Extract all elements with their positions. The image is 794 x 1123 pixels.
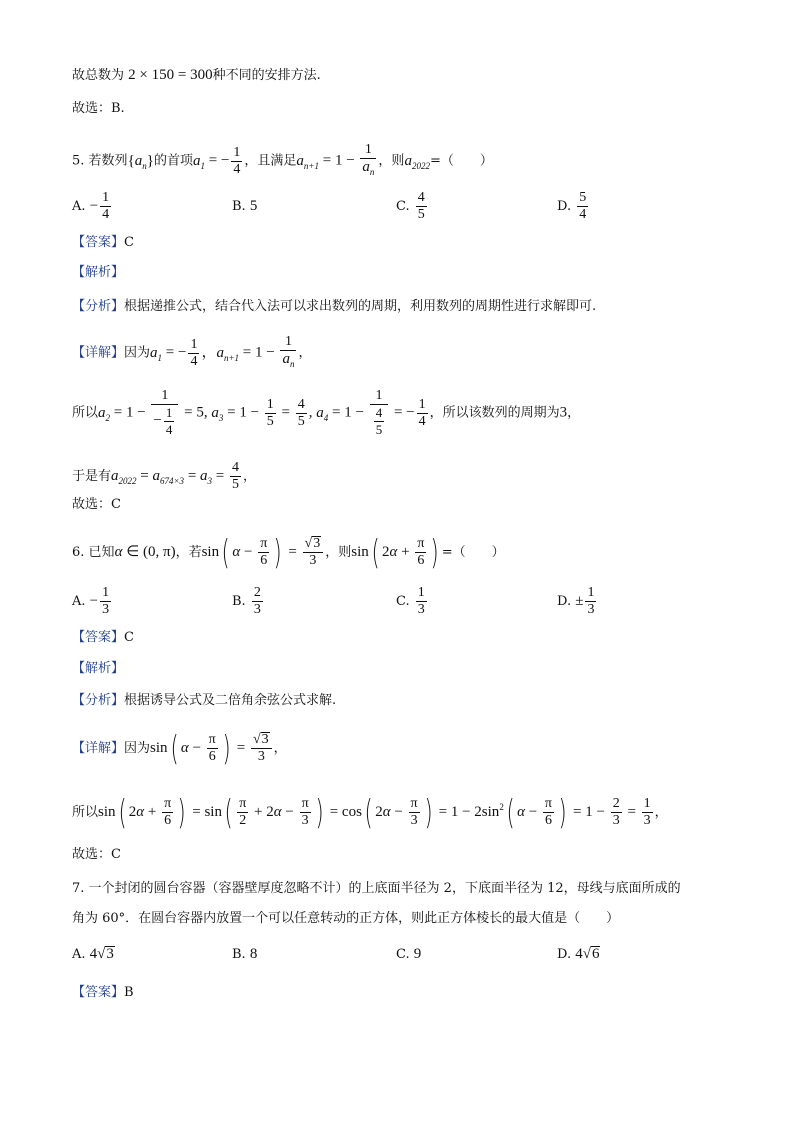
q5-detail-line2: 所以$a_2 = 1$ − 1 − $\frac{1}{4}$ = 5, $a_3 = 1$ − $\frac{1}{5}$ = $\frac{4}{5}$ , $a_4 = 1$ − $\frac{1}{\frac{4}{5}}$ = − $\frac{1}{4}$ ，所以该数列的周期为3， (72, 388, 581, 437)
text: 于是有 (72, 469, 112, 484)
q5-stem: 5. 若数列$\{a_n\}$的首项$a_1$ = − $\frac{1}{4}$ ，且满足$a_{n+1} = 1$ − $\frac{1}{a_n}$ ，则$a_{2022}=$（ ） (72, 142, 493, 180)
math-a1: $a_1$ (192, 152, 205, 171)
question-number: 7. (72, 881, 85, 896)
math-a2022: $a_{2022}$ (404, 152, 430, 171)
q5-option-d[interactable] (557, 190, 590, 223)
answer-tag: 【答案】 (72, 235, 125, 250)
text: 因为 (124, 741, 151, 756)
fraction: $\frac{1}{3}$ (102, 585, 110, 617)
fraction: $\frac{1}{3}$ (587, 585, 595, 617)
text: 已知 (88, 545, 115, 560)
q5-analysis-tag (72, 264, 124, 282)
text: =（ ） (429, 153, 493, 169)
text: =（ ） (441, 545, 505, 560)
option-letter: A. (72, 594, 86, 609)
total-count-line (72, 66, 321, 85)
period-value: 3 (559, 404, 568, 421)
q7-option-a[interactable]: A. 4√3 (72, 946, 114, 962)
answer-tag: 【答案】 (72, 630, 125, 645)
q7-option-d[interactable]: D. 4√6 (557, 946, 600, 962)
q5-option-b[interactable] (232, 198, 257, 215)
q5-detail-line1: 【详解】因为$a_1$ = − $\frac{1}{4}$ ，$a_{n+1} = 1$ − $\frac{1}{a_n}$ ， (72, 334, 311, 372)
text: 若数列 (88, 153, 128, 169)
q5-fenxi (72, 298, 596, 316)
option-letter: A. (72, 947, 86, 962)
option-value: 5 (249, 198, 258, 214)
q5-answer (72, 234, 134, 252)
text: ，则 (378, 153, 405, 169)
coef: 4 (89, 946, 98, 962)
sign: − (89, 198, 99, 214)
q6-detail-line2: 所以sin( 2α + $\frac{\pi}{6}$ ) = sin( $\frac{\pi}{2}$ + 2α − $\frac{\pi}{3}$ ) = cos( 2α − $\frac{\pi}{3}$ ) = $1 - 2\sin^2$( α − $\frac{\pi}{6}$ ) = 1 − $\frac{2}{3}$ = $\frac{1}{3}$ ， (72, 792, 668, 833)
analysis-tag: 【解析】 (72, 661, 125, 676)
q6-choice: 故选：C (72, 847, 121, 862)
text: 一个封闭的圆台容器（容器壁厚度忽略不计）的上底面半径为 2，下底面半径为 12，母线与底面所成的 (88, 881, 681, 896)
option-letter: C. (396, 199, 410, 214)
q6-option-a[interactable] (72, 585, 113, 618)
text: 的首项 (153, 153, 193, 169)
q6-analysis-tag (72, 660, 124, 678)
detail-tag: 【详解】 (72, 741, 125, 756)
fraction: $\frac{1}{3}$ (417, 585, 425, 617)
text: ，且满足 (244, 153, 297, 169)
option-letter: A. (72, 199, 86, 214)
fraction: $\frac{1}{a_n}$ (360, 142, 376, 180)
option-value: 8 (249, 946, 258, 962)
text: 因为 (124, 345, 151, 361)
q7-stem-line1 (72, 880, 681, 898)
option-letter: D. (557, 947, 572, 962)
option-letter: D. (557, 594, 572, 609)
fenxi-text: 根据递推公式，结合代入法可以求出数列的周期，利用数列的周期性进行求解即可. (124, 299, 597, 314)
radicand: 6 (591, 946, 600, 962)
q7-option-c[interactable] (396, 946, 421, 963)
math-recurrence: $a_{n+1}$ (296, 152, 319, 171)
q6-stem: 6. 已知α ∈ (0, π)，若sin( α − $\frac{\pi}{6}$ ) = $\frac{√3}{3}$ ，则sin( 2α + $\frac{\pi}{6}$ ) =（ ） (72, 532, 505, 573)
text: 种不同的安排方法. (212, 68, 321, 83)
question-number: 5. (72, 153, 85, 169)
text: 所以 (72, 805, 99, 820)
q6-answer (72, 629, 134, 647)
fenxi-tag: 【分析】 (72, 299, 125, 314)
fraction: $\frac{4}{5}$ (417, 190, 425, 222)
q5-option-a[interactable] (72, 190, 113, 223)
q6-detail-line1: 【详解】因为sin( α − $\frac{\pi}{6}$ ) = $\frac{√3}{3}$ ， (72, 728, 287, 769)
text: 故总数为 (72, 68, 125, 83)
q7-answer (72, 984, 134, 1002)
text: ，所以该数列的周期为 (429, 405, 560, 421)
fraction: $\frac{2}{3}$ (253, 585, 261, 617)
q7-stem-line2: 角为 60°．在圆台容器内放置一个可以任意转动的正方体，则此正方体棱长的最大值是（ ） (72, 911, 620, 926)
fraction: $\frac{1}{4}$ (102, 190, 110, 222)
detail-tag: 【详解】 (72, 345, 125, 361)
q7-option-b[interactable] (232, 946, 257, 963)
fraction: $\frac{5}{4}$ (579, 190, 587, 222)
radicand: 3 (106, 946, 114, 962)
option-letter: B. (232, 947, 246, 962)
text: ，若 (175, 545, 202, 560)
sign: − (89, 593, 99, 609)
option-letter: C. (396, 947, 410, 962)
prev-choice: 故选：B. (72, 101, 125, 116)
option-letter: C. (396, 594, 410, 609)
answer-tag: 【答案】 (72, 985, 125, 1000)
answer-value: B (124, 985, 134, 1000)
option-letter: B. (232, 594, 246, 609)
q6-option-b[interactable] (232, 585, 265, 618)
q5-option-c[interactable] (396, 190, 429, 223)
text: 所以 (72, 405, 99, 421)
q6-option-c[interactable] (396, 585, 429, 618)
answer-value: C (124, 235, 134, 250)
option-value: 9 (413, 946, 422, 962)
q6-fenxi (72, 692, 336, 710)
sign: ± (575, 593, 584, 609)
fenxi-tag: 【分析】 (72, 693, 125, 708)
fenxi-text: 根据诱导公式及二倍角余弦公式求解. (124, 693, 337, 708)
option-letter: D. (557, 199, 572, 214)
fraction: $\frac{1}{4}$ (233, 144, 241, 177)
option-letter: B. (232, 199, 246, 214)
q6-option-d[interactable] (557, 585, 598, 618)
coef: 4 (575, 946, 583, 962)
analysis-tag: 【解析】 (72, 265, 125, 280)
answer-value: C (124, 630, 134, 645)
q5-choice: 故选：C (72, 497, 121, 512)
math-seq: $\{a_n\}$ (127, 152, 154, 171)
text: ，则 (325, 545, 352, 560)
q5-detail-line3: 于是有$a_{2022} = a_{674\times 3} = a_3$ = $\frac{4}{5}$ ， (72, 460, 257, 492)
math-expr: 2 × 150 = 300 (128, 67, 213, 83)
question-number: 6. (72, 545, 85, 560)
